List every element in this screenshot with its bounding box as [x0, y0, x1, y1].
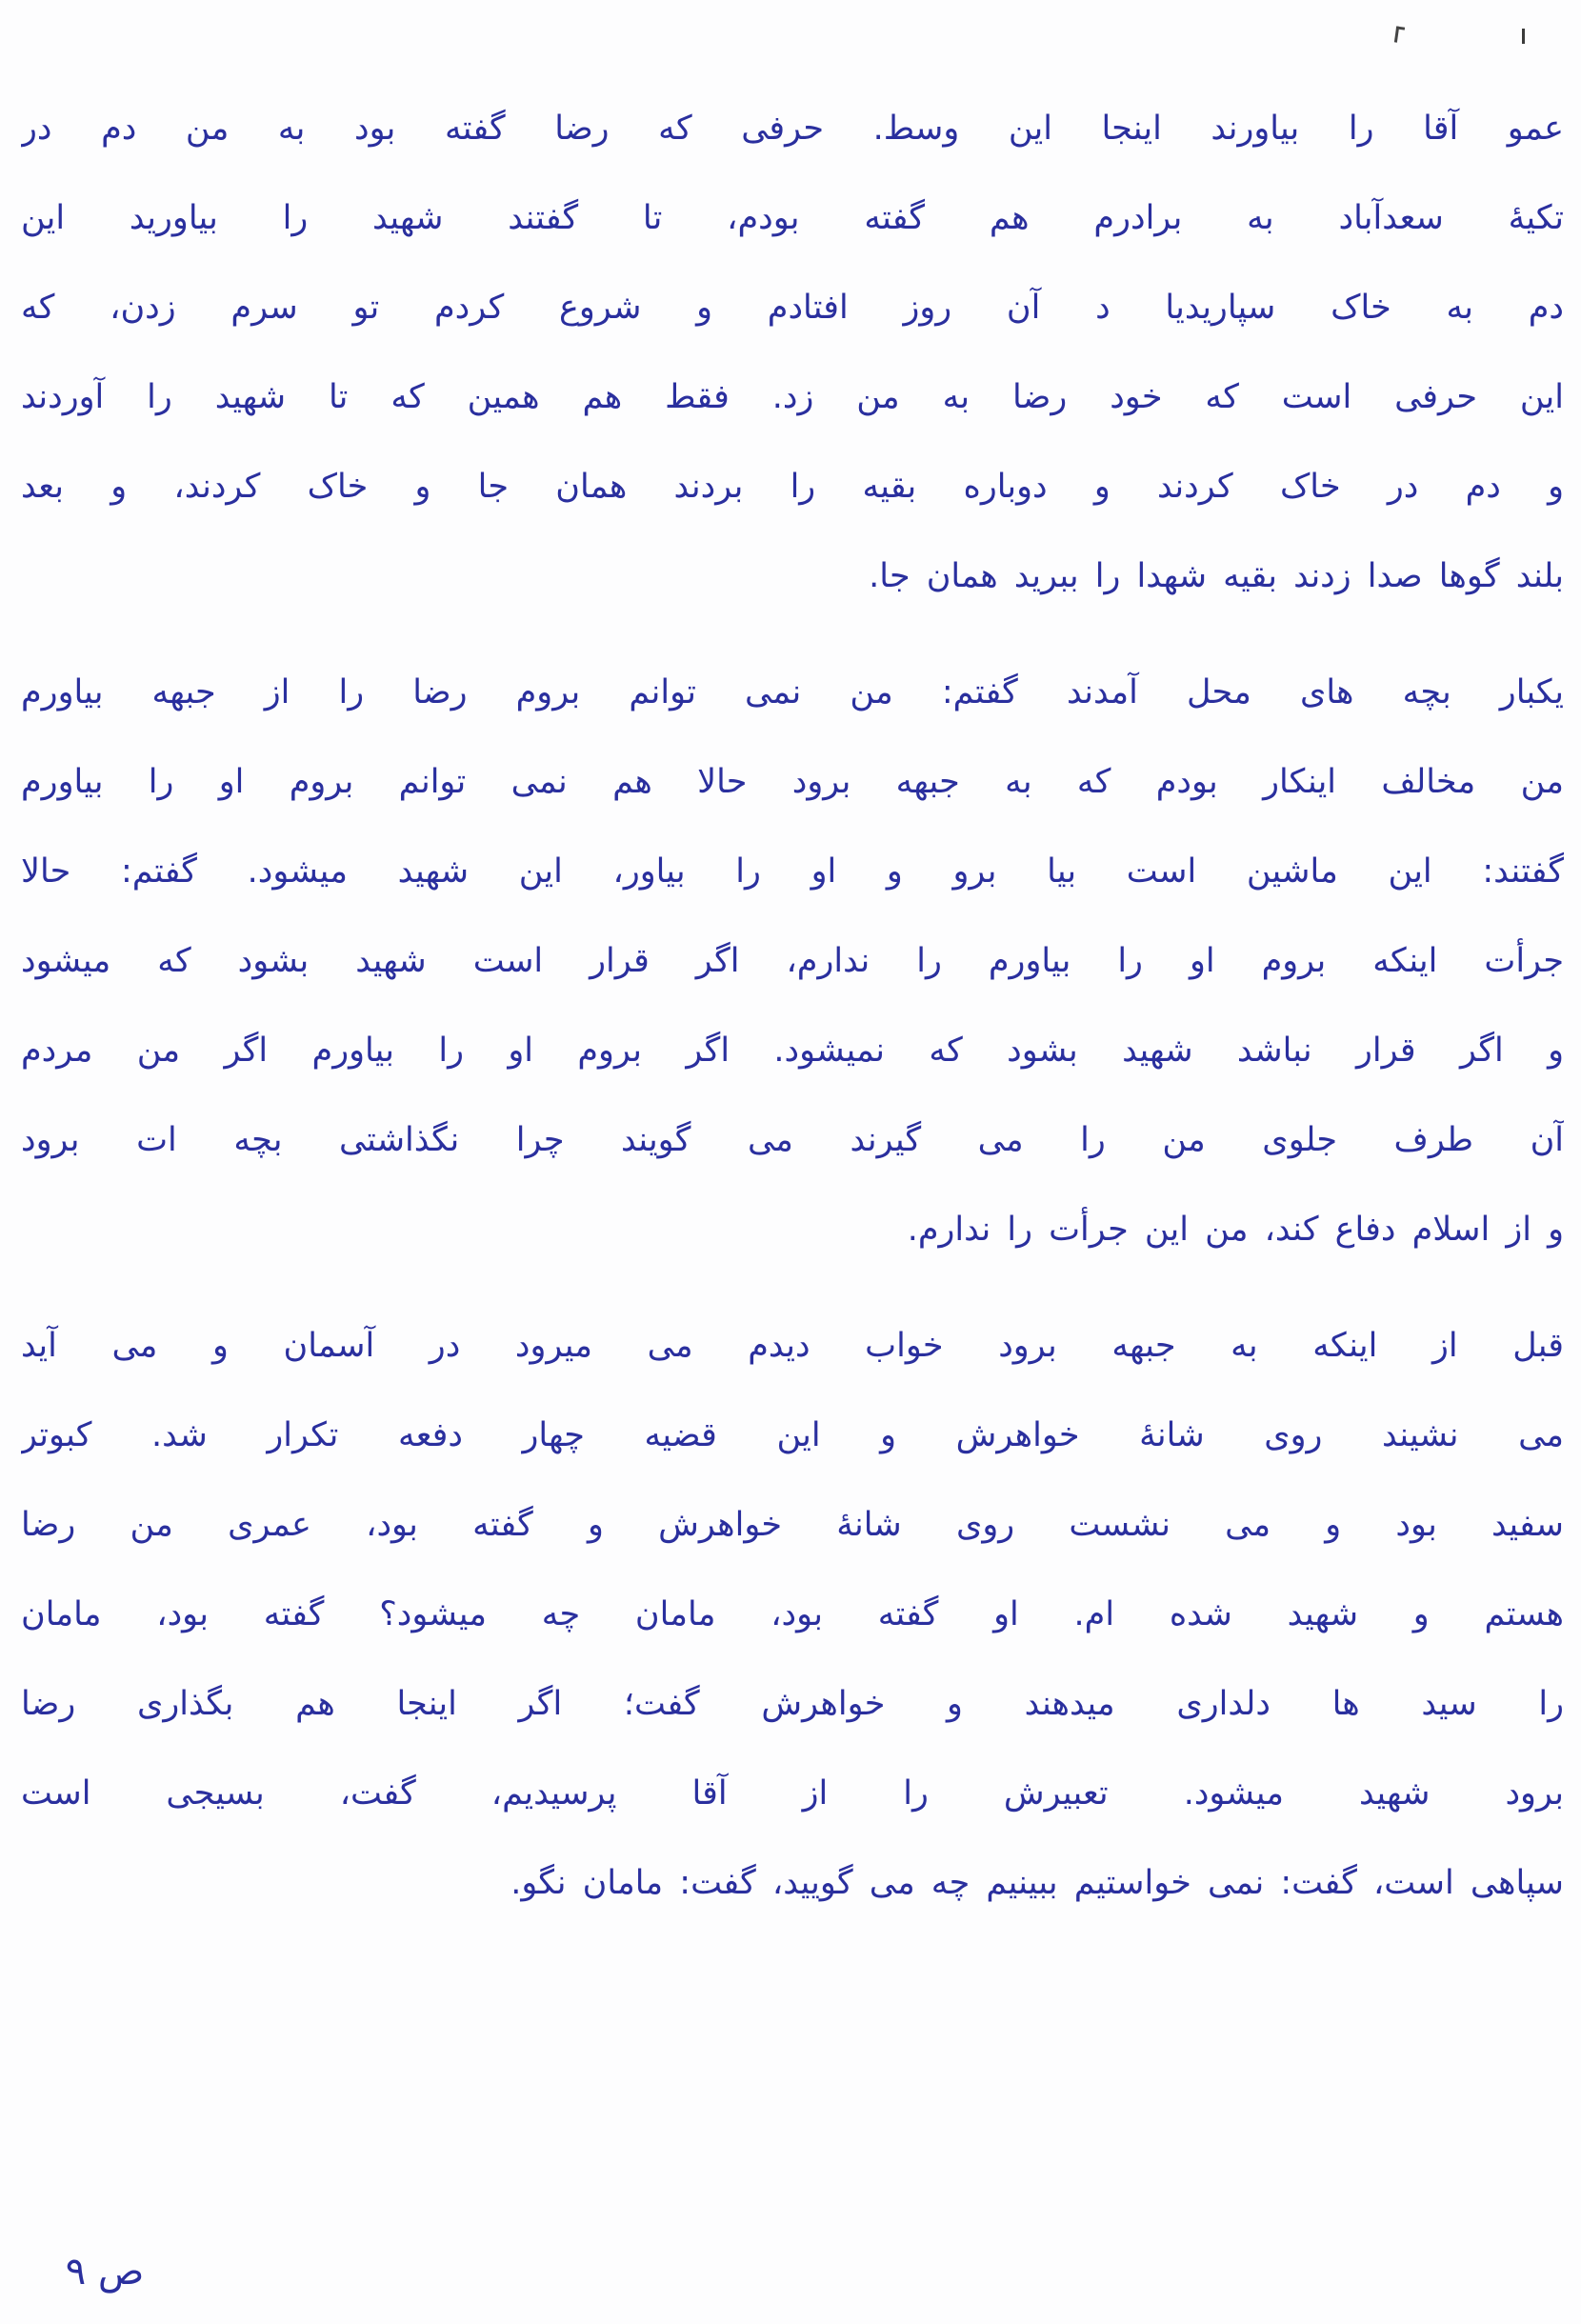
- edge-pen-mark: [1522, 29, 1525, 44]
- text-line: قبل از اینکه به جبهه برود خواب دیدم می میرود در آسمان و می آید: [21, 1327, 1564, 1365]
- text-line: را سید ها دلداری میدهند و خواهرش گفت؛ اگر اینجا هم بگذاری رضا: [21, 1685, 1564, 1723]
- text-line: و از اسلام دفاع کند، من این جرأت را ندارم.: [907, 1211, 1564, 1249]
- text-line: می نشیند روی شانهٔ خواهرش و این قضیه چهار دفعه تکرار شد. کبوتر: [21, 1416, 1564, 1454]
- text-line: آن طرف جلوی من را می گیرند می گویند چرا نگذاشتی بچه ات برود: [21, 1121, 1564, 1159]
- text-line: و اگر قرار نباشد شهید بشود که نمیشود. اگر بروم او را بیاورم اگر من مردم: [21, 1032, 1564, 1070]
- text-line: و دم در خاک کردند و دوباره بقیه را بردند همان جا و خاک کردند، و بعد: [21, 468, 1564, 506]
- text-line: بلند گوها صدا زدند بقیه شهدا را ببرید همان جا.: [869, 557, 1564, 595]
- paragraph-2: [21, 648, 1564, 1274]
- paragraph-gap: [21, 1274, 1564, 1301]
- paragraph-1: [21, 84, 1564, 621]
- text-line: تکیهٔ سعدآباد به برادرم هم گفته بودم، تا گفتند شهید را بیاورید این: [21, 199, 1564, 237]
- text-line: گفتند: این ماشین است بیا برو و او را بیاور، این شهید میشود. گفتم: حالا: [21, 852, 1564, 891]
- text-line: جرأت اینکه بروم او را بیاورم را ندارم، اگر قرار است شهید بشود که میشود: [21, 942, 1564, 980]
- handwritten-text: [21, 84, 1564, 1928]
- text-line: این حرفی است که خود رضا به من زد. فقط هم همین که تا شهید را آوردند: [21, 378, 1564, 416]
- paragraph-3: [21, 1301, 1564, 1928]
- text-line: من مخالف اینکار بودم که به جبهه برود حالا هم نمی توانم بروم او را بیاورم: [21, 763, 1564, 801]
- text-line: یکبار بچه های محل آمدند گفتم: من نمی توانم بروم رضا را از جبهه بیاورم: [21, 673, 1564, 711]
- text-line: سپاهی است، گفت: نمی خواستیم ببینیم چه می گویید، گفت: مامان نگو.: [510, 1864, 1564, 1902]
- corner-pen-mark: [1394, 26, 1405, 43]
- text-line: دم به خاک سپاریدیا د آن روز افتادم و شروع کردم تو سرم زدن، که: [21, 289, 1564, 327]
- paragraph-gap: [21, 621, 1564, 648]
- page-number: ص ۹: [65, 2250, 145, 2294]
- text-line: هستم و شهید شده ام. او گفته بود، مامان چه میشود؟ گفته بود، مامان: [21, 1595, 1564, 1633]
- text-line: برود شهید میشود. تعبیرش را از آقا پرسیدیم، گفت، بسیجی است: [21, 1774, 1564, 1813]
- text-line: سفید بود و می نشست روی شانهٔ خواهرش و گفته بود، عمری من رضا: [21, 1506, 1564, 1544]
- text-line: عمو آقا را بیاورند اینجا این وسط. حرفی که رضا گفته بود به من دم در: [21, 110, 1564, 148]
